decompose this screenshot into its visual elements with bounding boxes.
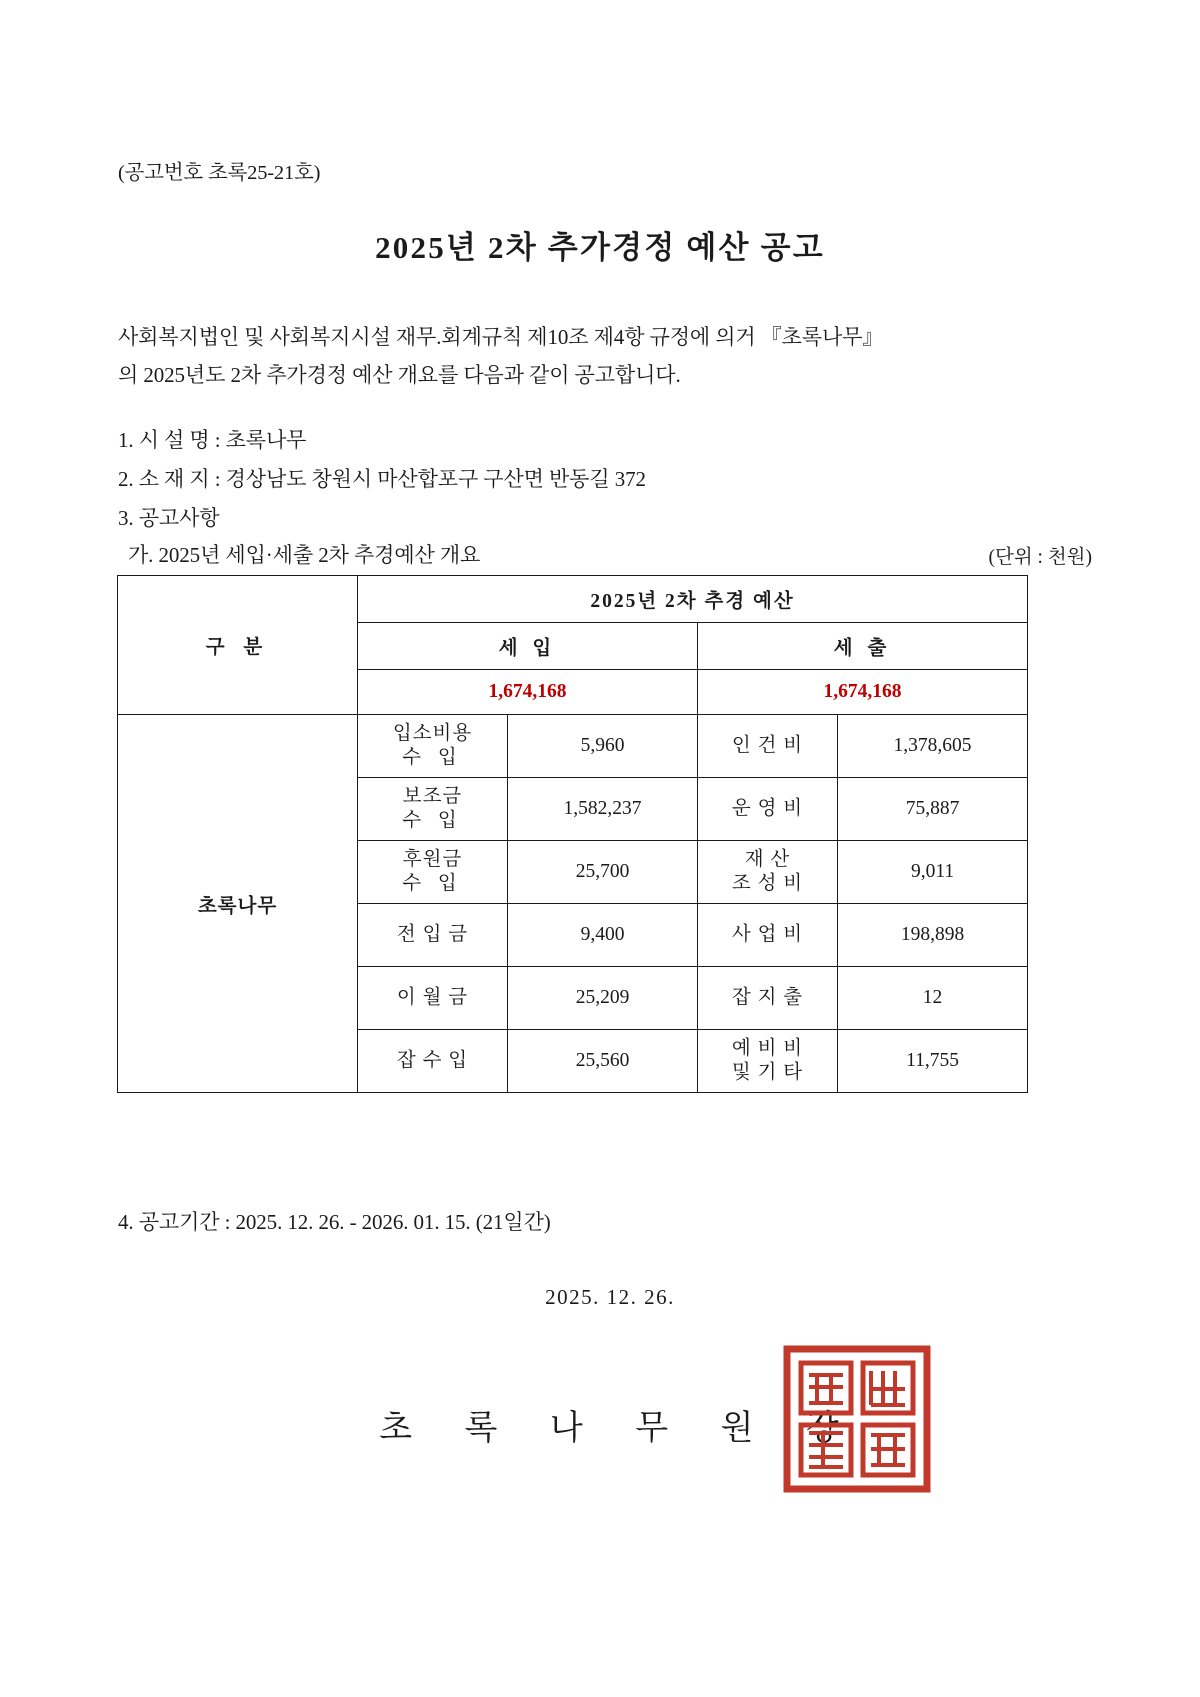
revenue-label-5-line1: 잡 수 입 <box>396 1050 469 1071</box>
total-revenue: 1,674,168 <box>358 670 698 715</box>
header-gubun: 구 분 <box>118 576 358 715</box>
header-revenue: 세 입 <box>358 623 698 670</box>
item-address: 2. 소 재 지 : 경상남도 창원시 마산합포구 구산면 반동길 372 <box>118 467 646 491</box>
intro-line-1: 사회복지법인 및 사회복지시설 재무.회계규칙 제10조 제4항 규정에 의거 『초록나무』 <box>118 325 884 349</box>
expense-value-3: 198,898 <box>838 904 1028 967</box>
expense-label-5 <box>698 1030 838 1093</box>
expense-label-1 <box>698 778 838 841</box>
total-expense: 1,674,168 <box>698 670 1028 715</box>
expense-label-4 <box>698 967 838 1030</box>
unit-note: (단위 : 천원) <box>988 547 1092 568</box>
expense-label-3 <box>698 904 838 967</box>
revenue-value-0: 5,960 <box>508 715 698 778</box>
budget-table-wrapper <box>117 575 979 1093</box>
revenue-label-0-line2: 수 입 <box>402 747 463 768</box>
revenue-label-4 <box>358 967 508 1030</box>
expense-label-2 <box>698 841 838 904</box>
expense-value-2: 9,011 <box>838 841 1028 904</box>
expense-label-0 <box>698 715 838 778</box>
table-row <box>118 715 1028 778</box>
facility-name: 초록나무 <box>118 715 358 1093</box>
expense-label-4-line1: 잡 지 출 <box>731 987 804 1008</box>
revenue-value-1: 1,582,237 <box>508 778 698 841</box>
revenue-label-2 <box>358 841 508 904</box>
intro-line-2: 의 2025년도 2차 추가경정 예산 개요를 다음과 같이 공고합니다. <box>118 363 681 387</box>
revenue-label-0 <box>358 715 508 778</box>
header-group-label: 2025년 2차 추경 예산 <box>358 576 1028 623</box>
revenue-label-5 <box>358 1030 508 1093</box>
revenue-value-4: 25,209 <box>508 967 698 1030</box>
revenue-label-2-line2: 수 입 <box>402 873 463 894</box>
revenue-label-3 <box>358 904 508 967</box>
issue-date: 2025. 12. 26. <box>545 1285 675 1309</box>
expense-value-1: 75,887 <box>838 778 1028 841</box>
intro-paragraph <box>118 318 1093 394</box>
expense-label-5-line1: 예 비 비 <box>731 1038 804 1059</box>
table-header-row <box>118 576 1028 623</box>
expense-label-2-line2: 조 성 비 <box>731 873 804 894</box>
revenue-label-2-line1: 후원금 <box>402 849 463 870</box>
header-expense: 세 출 <box>698 623 1028 670</box>
expense-label-0-line1: 인 건 비 <box>731 735 804 756</box>
item-budget-outline: 가. 2025년 세입·세출 2차 추경예산 개요 <box>128 543 481 567</box>
revenue-label-3-line1: 전 입 금 <box>396 924 469 945</box>
revenue-value-3: 9,400 <box>508 904 698 967</box>
revenue-value-5: 25,560 <box>508 1030 698 1093</box>
expense-value-0: 1,378,605 <box>838 715 1028 778</box>
expense-label-2-line1: 재 산 <box>744 849 791 870</box>
doc-number: (공고번호 초록25-21호) <box>118 162 321 184</box>
revenue-label-0-line1: 입소비용 <box>392 723 473 744</box>
budget-table <box>117 575 1028 1093</box>
revenue-label-1-line1: 보조금 <box>402 786 463 807</box>
expense-value-5: 11,755 <box>838 1030 1028 1093</box>
revenue-label-1-line2: 수 입 <box>402 810 463 831</box>
revenue-label-1 <box>358 778 508 841</box>
expense-value-4: 12 <box>838 967 1028 1030</box>
revenue-value-2: 25,700 <box>508 841 698 904</box>
item-facility-name: 1. 시 설 명 : 초록나무 <box>118 428 307 452</box>
page-title: 2025년 2차 추가경정 예산 공고 <box>375 230 825 265</box>
expense-label-3-line1: 사 업 비 <box>731 924 804 945</box>
signature-line: 초 록 나 무 원 장 <box>379 1410 861 1447</box>
notice-period: 4. 공고기간 : 2025. 12. 26. - 2026. 01. 15. (21일간) <box>118 1210 551 1234</box>
item-notice-matters: 3. 공고사항 <box>118 506 220 530</box>
official-seal-icon <box>783 1345 931 1493</box>
expense-label-5-line2: 및 기 타 <box>731 1062 804 1083</box>
expense-label-1-line1: 운 영 비 <box>731 798 804 819</box>
revenue-label-4-line1: 이 월 금 <box>396 987 469 1008</box>
